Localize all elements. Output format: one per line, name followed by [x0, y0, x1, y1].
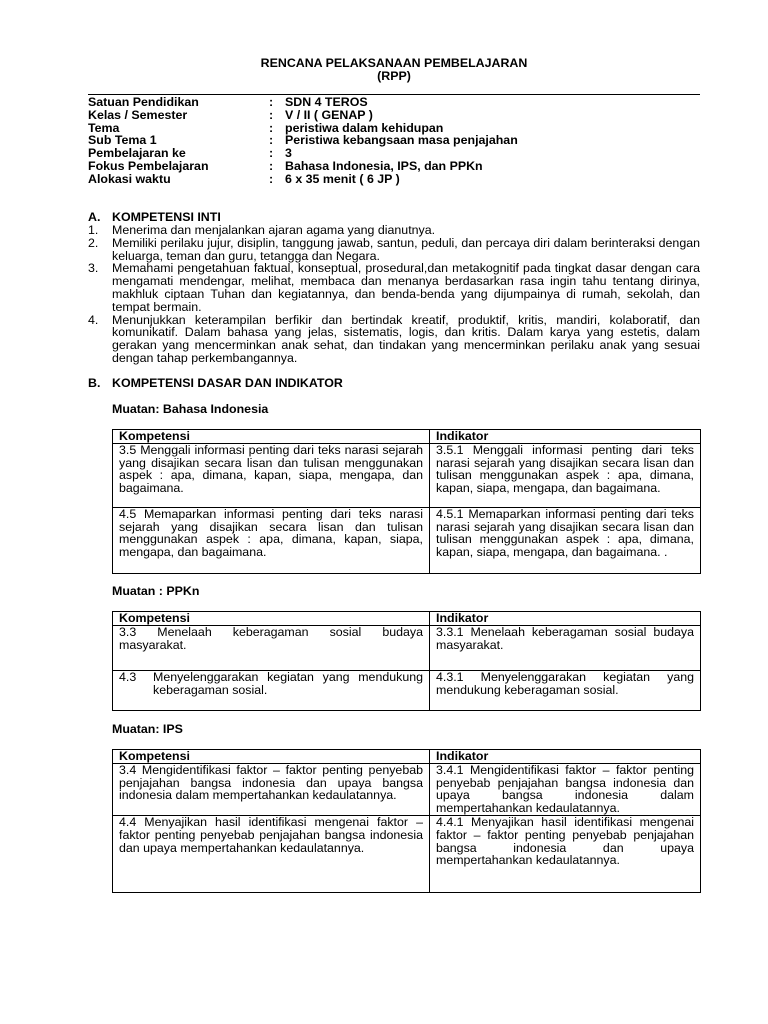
table-cell: 3.3.1 Menelaah keberagaman sosial budaya masyarakat. [430, 625, 701, 670]
document-title: RENCANA PELAKSANAAN PEMBELAJARAN [260, 56, 528, 70]
identity-value: Bahasa Indonesia, IPS, dan PPKn [285, 158, 483, 173]
identity-label: Pembelajaran ke [88, 146, 186, 161]
list-number: 2. [88, 235, 99, 250]
identity-row [88, 109, 700, 122]
entry-text: Menyelenggarakan kegiatan yang mendukung keberagaman sosial. [153, 669, 423, 697]
table-cell: 3.5 Menggali informasi penting dari teks narasi sejarah yang disajikan secara lisan dan tulisan menggunakan aspek : apa, dimana, kapan, siapa, mengapa, dan bagaimana. [113, 443, 430, 507]
table-ips [112, 749, 701, 893]
list-item [88, 262, 700, 313]
identity-label: Fokus Pembelajaran [88, 158, 209, 173]
column-header-kompetensi: Kompetensi [113, 430, 430, 444]
table-header-row [113, 750, 701, 764]
table-bahasa-indonesia [112, 429, 701, 574]
identity-colon: : [269, 133, 274, 148]
table-header-row [113, 430, 701, 444]
identity-value: V / II ( GENAP ) [285, 107, 373, 122]
table-row [113, 443, 701, 507]
section-letter: A. [88, 210, 101, 224]
section-a-heading [88, 211, 221, 224]
list-text: Menerima dan menjalankan ajaran agama yang dianutnya. [112, 223, 436, 237]
identity-value: Peristiwa kebangsaan masa penjajahan [285, 133, 518, 148]
list-item [88, 224, 700, 237]
list-text: Menunjukkan keterampilan berfikir dan bertindak kreatif, produktif, kritis, mandiri, kolaboratif, dan komunikatif. Dalam bahasa yang jelas, sistematis, logis, dan kritis. Dalam karya yang estetis, dalam gerakan yang mencerminkan anak sehat, dan tindakan yang mencerminkan perilaku anak yang sesuai dengan tahap perkembangannya. [112, 312, 700, 365]
identity-label: Sub Tema 1 [88, 133, 157, 148]
column-header-kompetensi: Kompetensi [113, 750, 430, 764]
entry-number: 4.3 [119, 669, 137, 684]
document-subtitle: (RPP) [377, 69, 411, 83]
list-number: 4. [88, 312, 99, 327]
identity-value: peristiwa dalam kehidupan [285, 120, 444, 135]
table-header-row [113, 612, 701, 626]
list-text: Memahami pengetahuan faktual, konseptual, prosedural,dan metakognitif pada tingkat dasar dengan cara mengamati mendengar, melihat, membaca dan menanya berdasarkan rasa ingin tahu tentang dirinya, makhluk ciptaan Tuhan dan kegiatannya, dan benda-benda yang dijumpainya di rumah, sekolah, dan tempat bermain. [112, 261, 700, 314]
table-cell: 3.4.1 Mengidentifikasi faktor – faktor penting penyebab penjajahan bangsa indonesia dan upaya bangsa indonesia dalam mempertahankan kedaulatannya. [430, 763, 701, 815]
identity-colon: : [269, 107, 274, 122]
identity-value: 6 x 35 menit ( 6 JP ) [285, 171, 400, 186]
column-header-kompetensi: Kompetensi [113, 612, 430, 626]
table-row [113, 670, 701, 710]
table-ppkn [112, 611, 701, 711]
column-header-indikator: Indikator [430, 612, 701, 626]
identity-label: Satuan Pendidikan [88, 95, 199, 109]
column-header-indikator: Indikator [430, 430, 701, 444]
identity-label: Tema [88, 120, 120, 135]
list-number: 1. [88, 223, 99, 237]
identity-colon: : [269, 95, 274, 109]
table-cell: 4.3.1 Menyelenggarakan kegiatan yang mendukung keberagaman sosial. [430, 670, 701, 710]
identity-colon: : [269, 146, 274, 161]
identity-colon: : [269, 171, 274, 186]
identity-label: Kelas / Semester [88, 107, 188, 122]
identity-row [88, 160, 700, 173]
table-row [113, 815, 701, 892]
table-cell: 3.4 Mengidentifikasi faktor – faktor penting penyebab penjajahan bangsa indonesia dan upaya bangsa indonesia dalam mempertahankan kedaulatannya. [113, 763, 430, 815]
muatan-bahasa-indonesia-label: Muatan: Bahasa Indonesia [112, 402, 269, 416]
table-row [113, 507, 701, 573]
list-number: 3. [88, 261, 99, 276]
list-item [88, 237, 700, 263]
table-cell: 3.5.1 Menggali informasi penting dari teks narasi sejarah yang disajikan secara lisan dan tulisan menggunakan aspek : apa, dimana, kapan, siapa, mengapa, dan bagaimana. [430, 443, 701, 507]
identity-row [88, 96, 700, 109]
muatan-ppkn-label: Muatan : PPKn [112, 584, 200, 598]
section-title: KOMPETENSI DASAR DAN INDIKATOR [112, 376, 343, 390]
kompetensi-inti-list [88, 224, 700, 365]
column-header-indikator: Indikator [430, 750, 701, 764]
identity-value: 3 [285, 146, 292, 161]
section-letter: B. [88, 376, 101, 390]
identity-row [88, 173, 700, 186]
table-cell: 4.5.1 Memaparkan informasi penting dari teks narasi sejarah yang disajikan secara lisan dan tulisan menggunakan aspek : apa, dimana, kapan, siapa, mengapa, dan bagaimana. . [430, 507, 701, 573]
identity-colon: : [269, 120, 274, 135]
hanging-entry [119, 671, 423, 697]
table-cell: 4.4.1 Menyajikan hasil identifikasi mengenai faktor – faktor penting penyebab penjajahan bangsa indonesia dan upaya mempertahankan kedaulatannya. [430, 815, 701, 892]
list-text: Memiliki perilaku jujur, disiplin, tanggung jawab, santun, peduli, dan percaya diri dalam berinteraksi dengan keluarga, teman dan guru, tetangga dan Negara. [112, 235, 700, 263]
muatan-ips-label: Muatan: IPS [112, 722, 183, 736]
table-cell: 4.5 Memaparkan informasi penting dari teks narasi sejarah yang disajikan secara lisan dan tulisan menggunakan aspek : apa, dimana, kapan, siapa, mengapa, dan bagaimana. [113, 507, 430, 573]
table-cell [113, 670, 430, 710]
list-item [88, 314, 700, 365]
section-b-heading [88, 377, 343, 390]
identity-label: Alokasi waktu [88, 171, 171, 186]
identity-block [88, 96, 700, 186]
identity-value: SDN 4 TEROS [285, 95, 368, 109]
identity-colon: : [269, 158, 274, 173]
table-row [113, 763, 701, 815]
section-title: KOMPETENSI INTI [112, 210, 221, 224]
table-cell: 3.3 Menelaah keberagaman sosial budaya masyarakat. [113, 625, 430, 670]
table-row [113, 625, 701, 670]
table-cell: 4.4 Menyajikan hasil identifikasi mengenai faktor – faktor penting penyebab penjajahan bangsa indonesia dan upaya mempertahankan kedaulatannya. [113, 815, 430, 892]
